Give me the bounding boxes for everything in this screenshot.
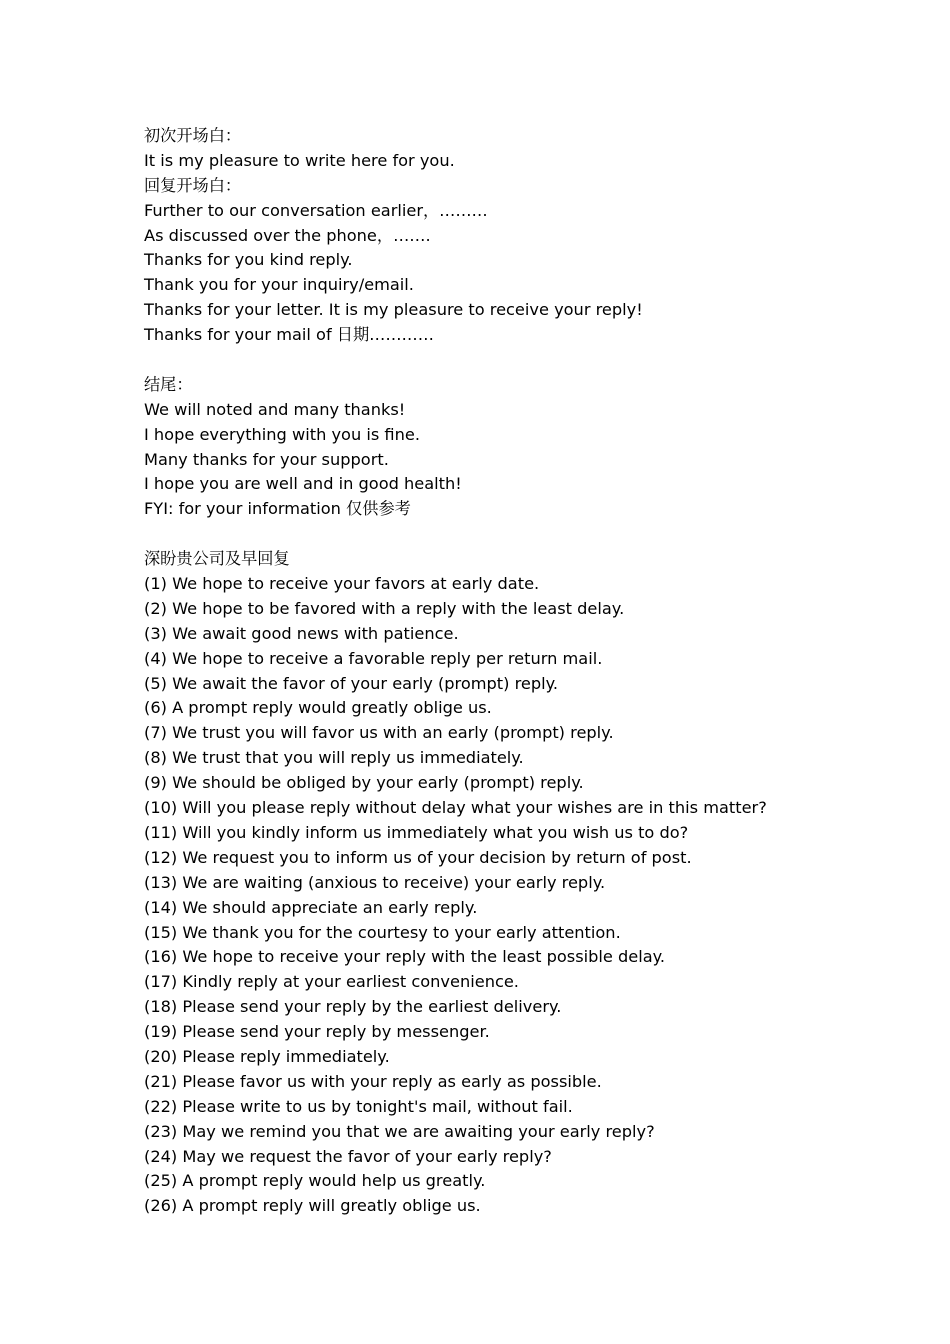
- text-line: FYI: for your information 仅供参考: [144, 499, 411, 519]
- list-item: (8) We trust that you will reply us immediately.: [144, 748, 524, 768]
- list-item: (21) Please favor us with your reply as early as possible.: [144, 1071, 602, 1091]
- section-opening-reply: [144, 174, 864, 348]
- list-item: (23) May we remind you that we are awaiting your early reply?: [144, 1121, 655, 1141]
- text-line: As discussed over the phone，…….: [144, 225, 431, 245]
- list-item: (13) We are waiting (anxious to receive) your early reply.: [144, 872, 606, 892]
- list-item: (14) We should appreciate an early reply.: [144, 897, 478, 917]
- list-item: (17) Kindly reply at your earliest convenience.: [144, 972, 519, 992]
- section-heading: 结尾：: [144, 374, 193, 394]
- list-item: (3) We await good news with patience.: [144, 623, 459, 643]
- text-line: I hope everything with you is fine.: [144, 424, 420, 444]
- text-line: I hope you are well and in good health!: [144, 474, 462, 494]
- section-heading: 初次开场白：: [144, 126, 242, 145]
- text-line: Many thanks for your support.: [144, 449, 389, 469]
- list-item: (10) Will you please reply without delay what your wishes are in this matter?: [144, 798, 767, 818]
- list-item: (4) We hope to receive a favorable reply per return mail.: [144, 648, 603, 668]
- list-item: (2) We hope to be favored with a reply with the least delay.: [144, 598, 625, 618]
- list-item: (25) A prompt reply would help us greatly.: [144, 1171, 486, 1191]
- list-item: (16) We hope to receive your reply with the least possible delay.: [144, 947, 666, 967]
- text-line: Thank you for your inquiry/email.: [144, 275, 414, 295]
- list-item: (1) We hope to receive your favors at early date.: [144, 574, 540, 594]
- list-item: (5) We await the favor of your early (prompt) reply.: [144, 673, 559, 693]
- text-line: Thanks for your mail of 日期…………: [144, 325, 434, 345]
- list-item: (11) Will you kindly inform us immediately what you wish us to do?: [144, 822, 689, 842]
- list-item: (22) Please write to us by tonight's mail, without fail.: [144, 1096, 573, 1116]
- text-line: Further to our conversation earlier，………: [144, 200, 488, 220]
- text-line: Thanks for you kind reply.: [144, 250, 353, 270]
- list-item: (6) A prompt reply would greatly oblige us.: [144, 698, 492, 718]
- list-item: (9) We should be obliged by your early (prompt) reply.: [144, 773, 584, 793]
- blank-line: [144, 522, 864, 547]
- list-item: (18) Please send your reply by the earliest delivery.: [144, 997, 562, 1017]
- section-opening-first: [144, 124, 864, 174]
- text-line: It is my pleasure to write here for you.: [144, 150, 455, 170]
- list-item: (20) Please reply immediately.: [144, 1046, 390, 1066]
- list-item: (7) We trust you will favor us with an early (prompt) reply.: [144, 723, 614, 743]
- list-item: (12) We request you to inform us of your decision by return of post.: [144, 847, 692, 867]
- section-closing: [144, 373, 864, 522]
- blank-line: [144, 348, 864, 373]
- document-body: [144, 124, 864, 1219]
- list-item: (15) We thank you for the courtesy to your early attention.: [144, 922, 621, 942]
- section-heading: 回复开场白：: [144, 175, 242, 195]
- list-item: (19) Please send your reply by messenger.: [144, 1022, 490, 1042]
- text-line: We will noted and many thanks!: [144, 399, 406, 419]
- text-line: Thanks for your letter. It is my pleasure to receive your reply!: [144, 300, 643, 320]
- list-item: (24) May we request the favor of your early reply?: [144, 1146, 552, 1166]
- section-early-reply: [144, 547, 864, 1219]
- list-item: (26) A prompt reply will greatly oblige us.: [144, 1196, 481, 1216]
- section-heading: 深盼贵公司及早回复: [144, 549, 290, 569]
